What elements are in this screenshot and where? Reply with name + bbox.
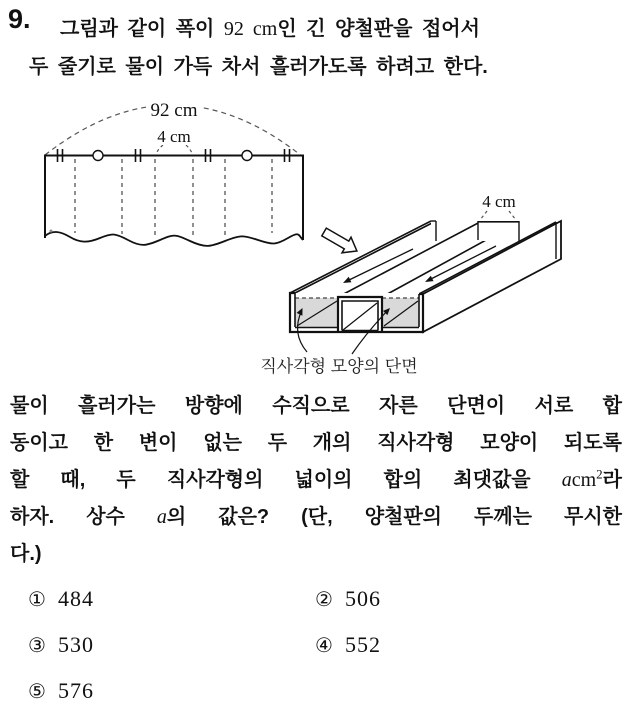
choice-3-value: 530	[57, 632, 94, 657]
flat-plate-diagram	[45, 99, 303, 246]
left-wall-back-face	[431, 220, 436, 241]
unit-exponent: 2	[596, 466, 603, 482]
choice-5-marker: ⑤	[28, 679, 46, 703]
plate-outline	[45, 156, 303, 241]
ridge-width-label: 4 cm	[482, 192, 516, 211]
body-text: 의 값은? (단, 양철판의 두께는 무시한	[166, 506, 622, 528]
equal-circle-mark	[242, 151, 252, 161]
choice-row	[28, 632, 614, 658]
ridge-dim-right-pointer	[509, 211, 516, 220]
choice-1-marker: ①	[28, 587, 46, 611]
body-line-2: 동이고 한 변이 없는 두 개의 직사각형 모양이 되도록	[10, 432, 622, 454]
plate-width-label: 92 cm	[150, 100, 198, 121]
width-value: 92 cm	[223, 18, 278, 40]
choice-2	[315, 586, 602, 612]
body-text: 하자. 상수	[10, 506, 157, 528]
folded-channel-diagram	[260, 192, 561, 376]
body-line-5: 다.)	[10, 543, 42, 565]
question-number: 9.	[8, 4, 31, 34]
choice-row	[28, 678, 614, 703]
choice-5-value: 576	[57, 678, 94, 703]
flow-arrowhead	[425, 276, 434, 282]
choice-1-value: 484	[57, 586, 94, 611]
statement-text: 그림과 같이 폭이	[60, 18, 224, 40]
variable-a: a	[156, 506, 167, 528]
body-line-1: 물이 흘러가는 방향에 수직으로 자른 단면이 서로 합	[10, 395, 622, 417]
equal-circle-mark	[93, 151, 103, 161]
center-dim-right-pointer	[186, 145, 193, 155]
unit-cm: cm	[571, 469, 597, 491]
ridge-back-face	[478, 221, 519, 241]
body-text: 할 때, 두 직사각형의 넓이의 합의 최댓값을	[10, 469, 562, 491]
section-caption: 직사각형 모양의 단면	[260, 357, 418, 376]
center-dim-left-pointer	[156, 145, 163, 155]
plate-center-label: 4 cm	[157, 127, 191, 146]
print-speck	[50, 230, 53, 233]
choice-3-marker: ③	[28, 633, 46, 657]
fold-lines	[75, 159, 272, 236]
choice-3	[28, 632, 315, 658]
statement-line-1	[60, 12, 480, 41]
choice-2-marker: ②	[315, 587, 333, 611]
torn-edge	[45, 232, 303, 246]
choice-4-value: 552	[344, 632, 381, 657]
choice-1	[28, 586, 315, 612]
question-body	[10, 388, 622, 573]
choice-2-value: 506	[344, 586, 381, 611]
choice-4	[315, 632, 602, 658]
body-text: 라	[602, 469, 622, 491]
variable-a: a	[561, 469, 572, 491]
choice-4-marker: ④	[315, 633, 333, 657]
body-line-3	[10, 462, 622, 499]
body-line-4	[10, 499, 622, 536]
answer-choices	[28, 586, 614, 703]
choice-row	[28, 586, 614, 612]
choice-5	[28, 678, 315, 703]
flow-arrowhead	[343, 277, 351, 283]
statement-text: 인 긴 양철판을 접어서	[277, 18, 480, 40]
ridge-dim-left-pointer	[480, 211, 487, 220]
fold-transform-arrow-icon	[322, 228, 357, 253]
statement-line-2: 두 줄기로 물이 가득 차서 흘러가도록 하려고 한다.	[29, 56, 488, 78]
